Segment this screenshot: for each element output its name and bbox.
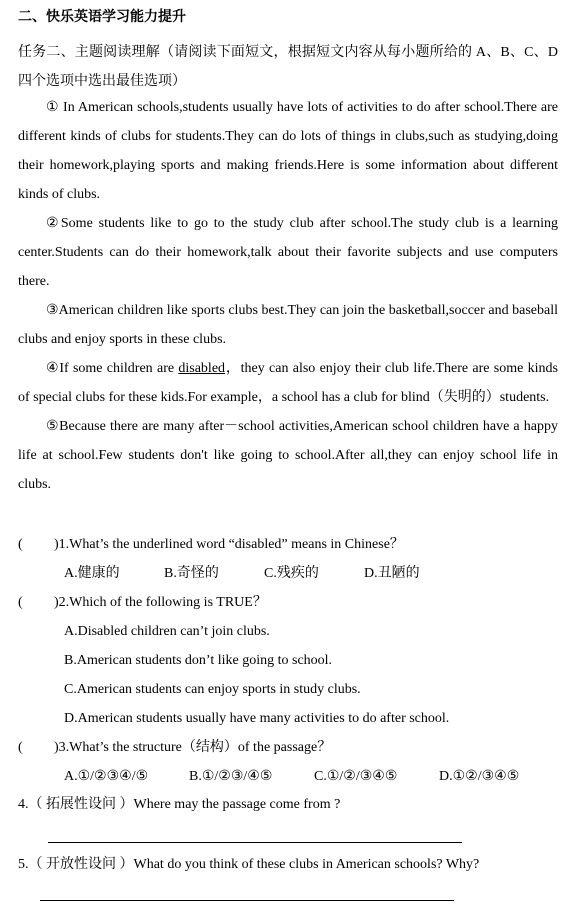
q1-option-d[interactable]: D.丑陋的 xyxy=(364,566,420,581)
q3-option-d[interactable]: D.①②/③④⑤ xyxy=(439,769,520,784)
q3-option-a[interactable]: A.①/②③④/⑤ xyxy=(64,769,149,784)
paragraph-4-prefix: ④If some children are xyxy=(46,361,179,376)
answer-line-5[interactable] xyxy=(40,900,454,901)
question-2-stem: )2.Which of the following is TRUE？ xyxy=(54,595,267,610)
question-1 xyxy=(18,530,558,559)
question-3 xyxy=(18,733,558,762)
q2-option-b[interactable]: B.American students don’t like going to school. xyxy=(64,653,333,668)
question-3-options xyxy=(18,762,558,791)
question-2 xyxy=(18,588,558,617)
paragraph-4-suffix: ，they can also enjoy their club life.There are some kinds of special clubs for these kids.For example，a school has a club for blind（失明的）students. xyxy=(18,361,558,405)
passage-paragraph-1: ① In American schools,students usually have lots of activities to do after school.There are different kinds of clubs for students.They can do lots of things in clubs,such as studying,doing their homework,playing sports and making friends.Here is some information about different kinds of clubs. xyxy=(18,100,558,202)
passage-paragraph-3: ③American children like sports clubs best.They can join the basketball,soccer and baseball clubs and enjoy sports in these clubs. xyxy=(18,303,558,347)
passage-paragraph-5: ⑤Because there are many after－school activities,American school children have a happy life at school.Few students don't like going to school.After all,they can enjoy school life in clubs. xyxy=(18,419,558,492)
question-4: 4.（ 拓展性设问 ）Where may the passage come from ? xyxy=(18,797,341,812)
underlined-word-disabled: disabled xyxy=(178,361,226,376)
question-list xyxy=(18,530,558,791)
answer-blank-2[interactable]: ( xyxy=(18,595,23,610)
q1-option-b[interactable]: B.奇怪的 xyxy=(164,566,219,581)
q2-option-c[interactable]: C.American students can enjoy sports in study clubs. xyxy=(64,682,361,697)
question-5: 5.（ 开放性设问 ）What do you think of these clubs in American schools? Why? xyxy=(18,857,480,872)
passage-paragraph-2: ②Some students like to go to the study club after school.The study club is a learning center.Students can do their homework,talk about their favorite subjects and use computers there. xyxy=(18,216,558,289)
question-3-stem: )3.What’s the structure（结构）of the passage？ xyxy=(54,740,332,755)
passage-paragraph-4 xyxy=(18,354,558,412)
question-1-stem: )1.What’s the underlined word “disabled” means in Chinese？ xyxy=(54,537,404,552)
q2-option-a[interactable]: A.Disabled children can’t join clubs. xyxy=(64,624,270,639)
q1-option-a[interactable]: A.健康的 xyxy=(64,566,120,581)
answer-blank-3[interactable]: ( xyxy=(18,740,23,755)
q1-option-c[interactable]: C.残疾的 xyxy=(264,566,319,581)
q3-option-c[interactable]: C.①/②/③④⑤ xyxy=(314,769,398,784)
task-instructions: 任务二、主题阅读理解（请阅读下面短文，根据短文内容从每小题所给的 A、B、C、D 四个选项中选出最佳选项） xyxy=(18,45,558,89)
reading-passage xyxy=(18,93,558,499)
section-heading: 二、快乐英语学习能力提升 xyxy=(18,9,186,25)
question-1-options xyxy=(18,559,558,588)
q2-option-d[interactable]: D.American students usually have many activities to do after school. xyxy=(64,711,450,726)
q3-option-b[interactable]: B.①/②③/④⑤ xyxy=(189,769,273,784)
answer-line-4[interactable] xyxy=(48,842,462,843)
answer-blank-1[interactable]: ( xyxy=(18,537,23,552)
